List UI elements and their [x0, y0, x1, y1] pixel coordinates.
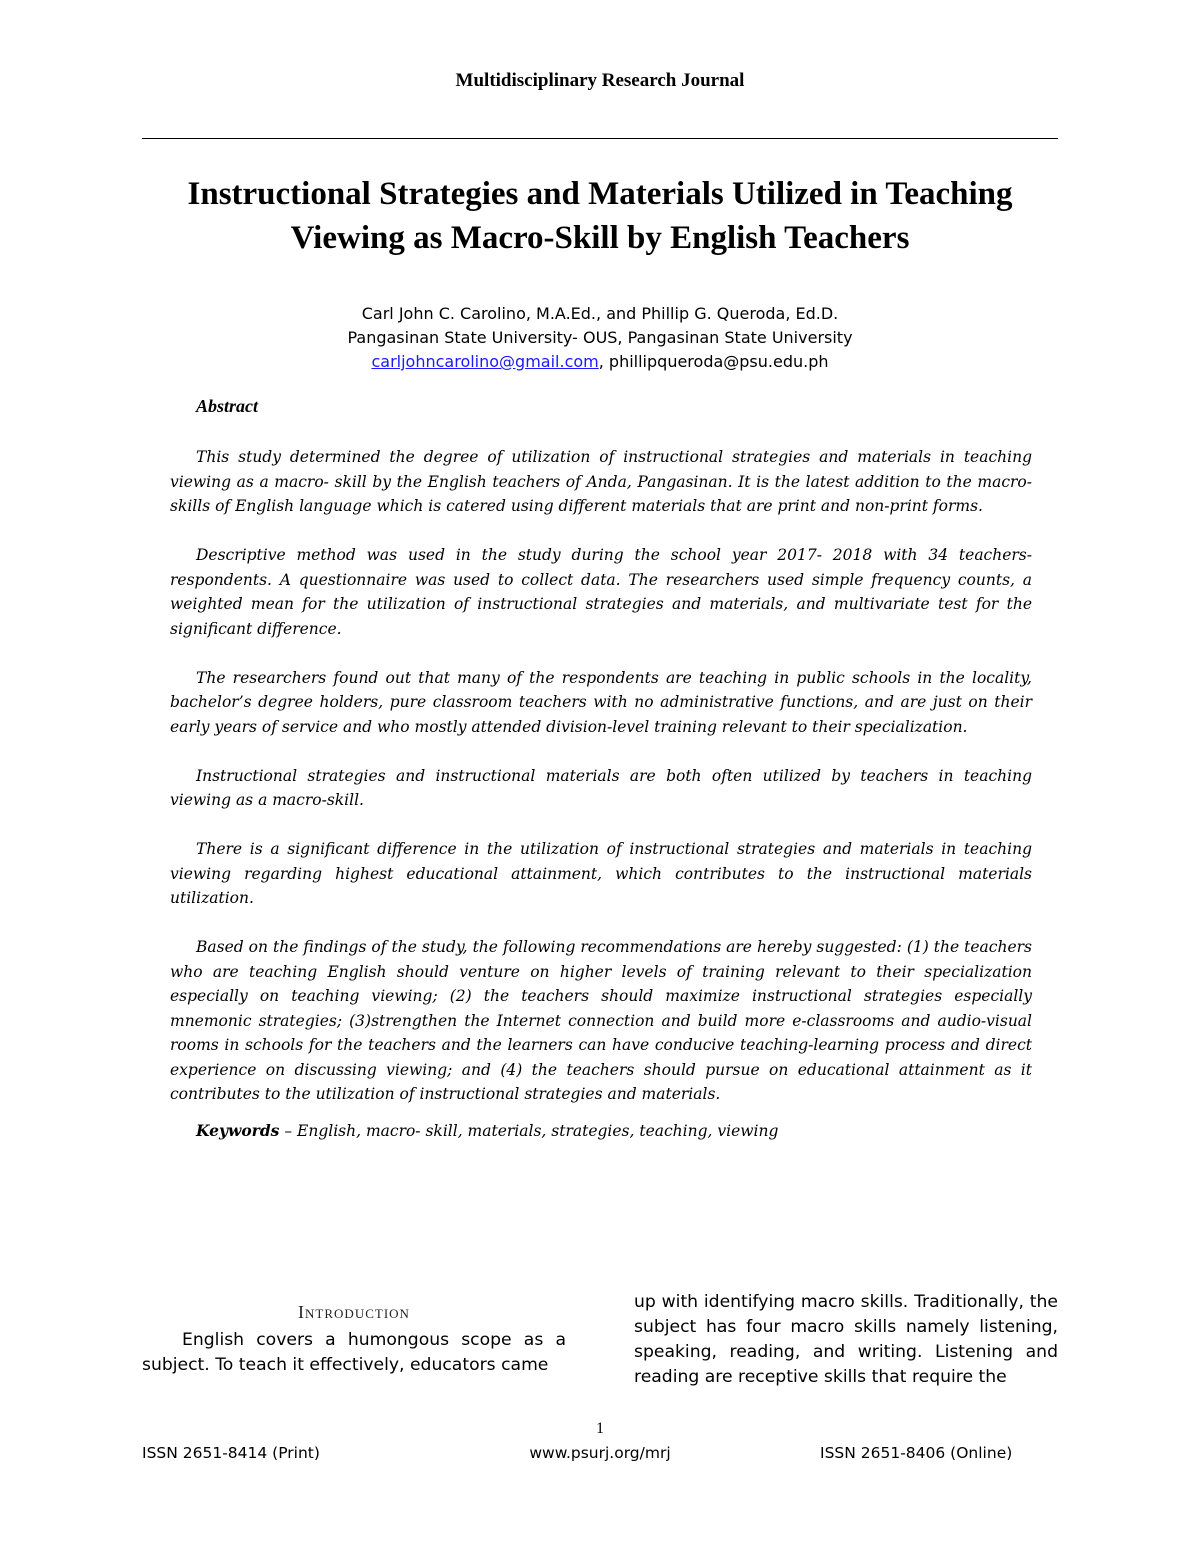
abstract-paragraph: There is a significant difference in the utilization of instructional strategies and materials in teaching viewing regarding highest educational attainment, which contributes to the instructional materials utilization. — [170, 840, 1032, 907]
email-rest: , phillipqueroda@psu.edu.ph — [598, 352, 829, 371]
abstract-paragraph: Instructional strategies and instructional materials are both often utilized by teachers in teaching viewing as a macro-skill. — [170, 766, 1032, 809]
abstract-paragraph: The researchers found out that many of the respondents are teaching in public schools in the locality, bachelor’s degree holders, pure classroom teachers with no administrative functions, and are just on their early years of service and who mostly attended division-level training relevant to their specialization. — [170, 668, 1032, 736]
abstract-paragraph: This study determined the degree of utilization of instructional strategies and materials in teaching viewing as a macro- skill by the English teachers of Anda, Pangasinan. It is the latest addition to the macro-skills of English language which is catered using different materials that are print and non-print forms. — [170, 448, 1032, 515]
abstract-body — [170, 445, 1032, 1143]
page-number: 1 — [596, 1420, 604, 1437]
abstract-paragraph: Based on the findings of the study, the following recommendations are hereby suggested: (1) the teachers who are teaching English should venture on higher levels of training relevant to their specialization especially on teaching viewing; (2) the teachers should maximize instructional strategies especially mnemonic strategies; (3)strengthen the Internet connection and build more e-classrooms and audio-visual rooms in schools for the teachers and the learners can have conducive teaching-learning process and direct experience on discussing viewing; and (4) the teachers should pursue on educational attainment as it contributes to the utilization of instructional strategies and materials. — [170, 938, 1032, 1103]
keywords-line — [170, 1119, 1032, 1144]
author-emails — [0, 350, 1200, 374]
keywords-label: Keywords — [196, 1120, 280, 1140]
footer-issn-online: ISSN 2651-8406 (Online) — [820, 1444, 1013, 1462]
author-names: Carl John C. Carolino, M.A.Ed., and Phillip G. Queroda, Ed.D. — [361, 304, 839, 323]
email-link[interactable]: carljohncarolino@gmail.com — [371, 352, 599, 371]
introduction-heading: Introduction — [298, 1302, 410, 1322]
title-line-1: Instructional Strategies and Materials Utilized in Teaching — [187, 176, 1013, 212]
footer-issn-print: ISSN 2651-8414 (Print) — [142, 1444, 320, 1462]
introduction-right-column: up with identifying macro skills. Traditionally, the subject has four macro skills namely listening, speaking, reading, and writing. Listening and reading are receptive skills that require the — [634, 1292, 1058, 1387]
keywords-text: – English, macro- skill, materials, strategies, teaching, viewing — [279, 1121, 779, 1140]
author-affiliation: Pangasinan State University- OUS, Pangasinan State University — [347, 328, 853, 347]
introduction-left-column: English covers a humongous scope as a subject. To teach it effectively, educators came — [142, 1330, 566, 1375]
header-rule — [142, 138, 1058, 139]
journal-name: Multidisciplinary Research Journal — [455, 70, 745, 91]
abstract-heading: Abstract — [196, 396, 259, 416]
abstract-paragraph: Descriptive method was used in the study during the school year 2017- 2018 with 34 teachers-respondents. A questionnaire was used to collect data. The researchers used simple frequency counts, a weighted mean for the utilization of instructional strategies and materials, and multivariate test for the significant difference. — [170, 546, 1032, 638]
footer-url: www.psurj.org/mrj — [529, 1444, 671, 1462]
paper-title — [120, 172, 1080, 260]
title-line-2: Viewing as Macro-Skill by English Teachers — [290, 220, 910, 256]
author-block — [0, 302, 1200, 374]
